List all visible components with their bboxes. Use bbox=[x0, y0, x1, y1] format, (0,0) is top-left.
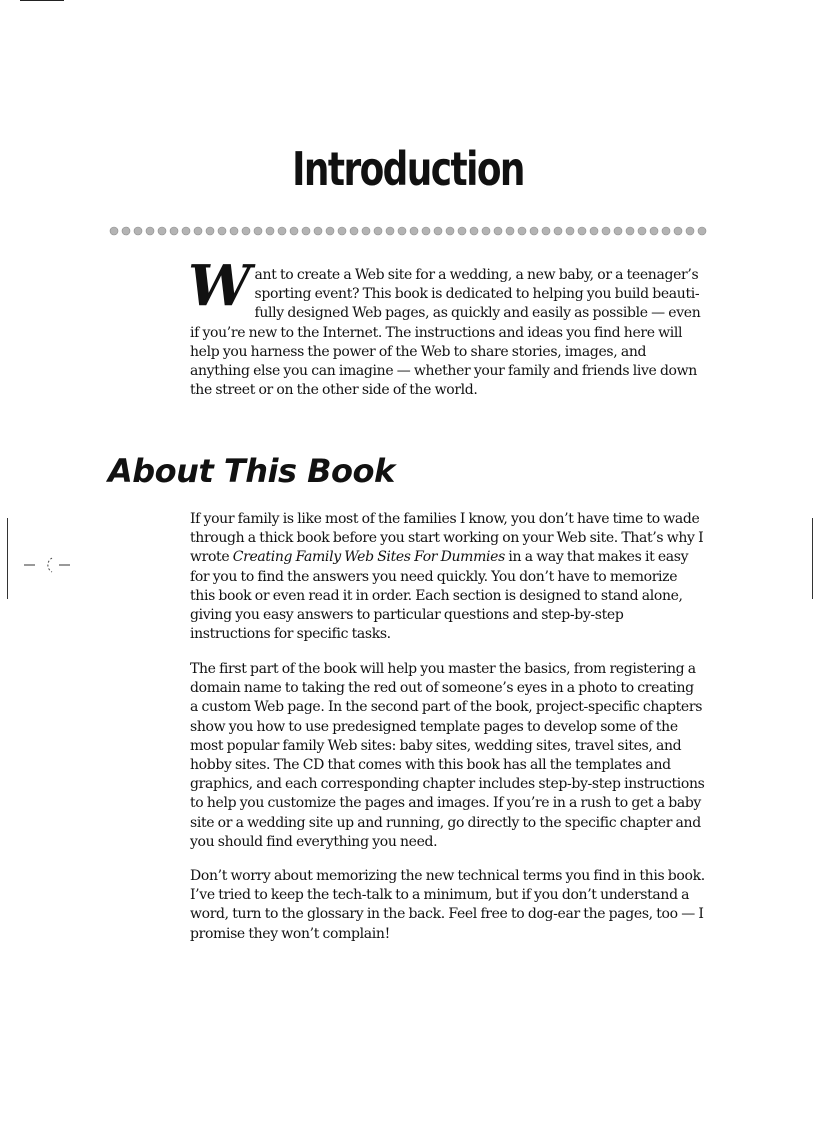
divider-dot bbox=[458, 227, 466, 235]
divider-dot bbox=[206, 227, 214, 235]
book-title-emphasis: Creating Family Web Sites For Dummies bbox=[232, 549, 505, 566]
divider-dot bbox=[170, 227, 178, 235]
divider-dot bbox=[338, 227, 346, 235]
divider-dot bbox=[110, 227, 118, 235]
divider-dot bbox=[158, 227, 166, 235]
divider-dot bbox=[626, 227, 634, 235]
divider-dot bbox=[230, 227, 238, 235]
registration-line-left bbox=[7, 518, 8, 599]
section-paragraph-1 bbox=[190, 510, 705, 644]
divider-dot bbox=[662, 227, 670, 235]
paragraph-text: The first part of the book will help you master the basics, from registering a domain name to taking the red out of someone’s eyes in a photo to creating a custom Web page. In the second part of the book, project-specific chapters show you how to use predesigned template pages to develop some of the most popular family Web sites: baby sites, wedding sites, travel sites, and hobby sites. The CD that comes with this book has all the templates and graphics, and each corresponding chapter includes step-by-step instructions to help you customize the pages and images. If you’re in a rush to get a baby site or a wedding site up and running, go directly to the specific chapter and you should find everything you need. bbox=[190, 661, 705, 850]
paragraph-text: Don’t worry about memorizing the new technical terms you find in this book. I’ve tried to keep the tech-talk to a minimum, but if you don’t understand a word, turn to the glossary in the back. Feel free to dog-ear the pages, too — I promise they won’t complain! bbox=[190, 868, 705, 942]
divider-dot bbox=[686, 227, 694, 235]
divider-dot bbox=[506, 227, 514, 235]
divider-dot bbox=[122, 227, 130, 235]
divider-dot bbox=[350, 227, 358, 235]
divider-dot bbox=[542, 227, 550, 235]
divider-dot bbox=[578, 227, 586, 235]
divider-dot bbox=[422, 227, 430, 235]
divider-dot bbox=[650, 227, 658, 235]
paragraph-text: in a way that makes it easy for you to find the answers you need quickly. You don’t have to memorize this book or even read it in order. Each section is designed to stand alone, giving you easy answers to particular questions and step-by-step instructions for specific tasks. bbox=[190, 549, 689, 643]
divider-dot bbox=[326, 227, 334, 235]
divider-dot bbox=[674, 227, 682, 235]
divider-dot bbox=[602, 227, 610, 235]
section-paragraph-3 bbox=[190, 867, 705, 944]
divider-dot bbox=[302, 227, 310, 235]
divider-dot bbox=[698, 227, 706, 235]
registration-mark-icon bbox=[22, 552, 72, 578]
divider-dot bbox=[182, 227, 190, 235]
intro-text: ant to create a Web site for a wedding, a new baby, or a teenager’s sporting event? This book is dedicated to helping you build beauti-fully designed Web pages, as quickly and easily as possible — even if you’re new to the Internet. The instructions and ideas you find here will help you harness the power of the Web to share stories, images, and anything else you can imagine — whether your family and friends live down the street or on the other side of the world. bbox=[190, 267, 701, 399]
section-paragraph-2 bbox=[190, 660, 705, 852]
divider-dot bbox=[614, 227, 622, 235]
paragraph-text: If your family is like most of the families I know, you don’t have time to wade through a thick book before you start working on your Web site. That’s why I wrote bbox=[190, 511, 704, 566]
divider-dot bbox=[218, 227, 226, 235]
divider-dot bbox=[518, 227, 526, 235]
registration-line-right bbox=[812, 518, 813, 599]
divider-dot bbox=[194, 227, 202, 235]
divider-dot bbox=[146, 227, 154, 235]
dotted-divider bbox=[108, 225, 708, 237]
divider-dot bbox=[434, 227, 442, 235]
divider-dot bbox=[590, 227, 598, 235]
divider-dot bbox=[482, 227, 490, 235]
divider-dot bbox=[386, 227, 394, 235]
divider-dot bbox=[470, 227, 478, 235]
divider-dot bbox=[494, 227, 502, 235]
intro-paragraph bbox=[188, 253, 705, 400]
divider-dot bbox=[254, 227, 262, 235]
divider-dot bbox=[410, 227, 418, 235]
divider-dot bbox=[566, 227, 574, 235]
divider-dot bbox=[362, 227, 370, 235]
divider-dot bbox=[278, 227, 286, 235]
divider-dot bbox=[266, 227, 274, 235]
divider-dot bbox=[530, 227, 538, 235]
divider-dot bbox=[446, 227, 454, 235]
divider-dot bbox=[374, 227, 382, 235]
divider-dot bbox=[290, 227, 298, 235]
drop-cap: W bbox=[188, 253, 251, 319]
divider-dot bbox=[314, 227, 322, 235]
chapter-title: Introduction bbox=[292, 142, 524, 196]
divider-dot bbox=[242, 227, 250, 235]
divider-dot bbox=[554, 227, 562, 235]
divider-dot bbox=[398, 227, 406, 235]
divider-dot bbox=[638, 227, 646, 235]
divider-dot bbox=[134, 227, 142, 235]
section-heading: About This Book bbox=[108, 452, 395, 490]
crop-mark-top bbox=[20, 0, 64, 1]
